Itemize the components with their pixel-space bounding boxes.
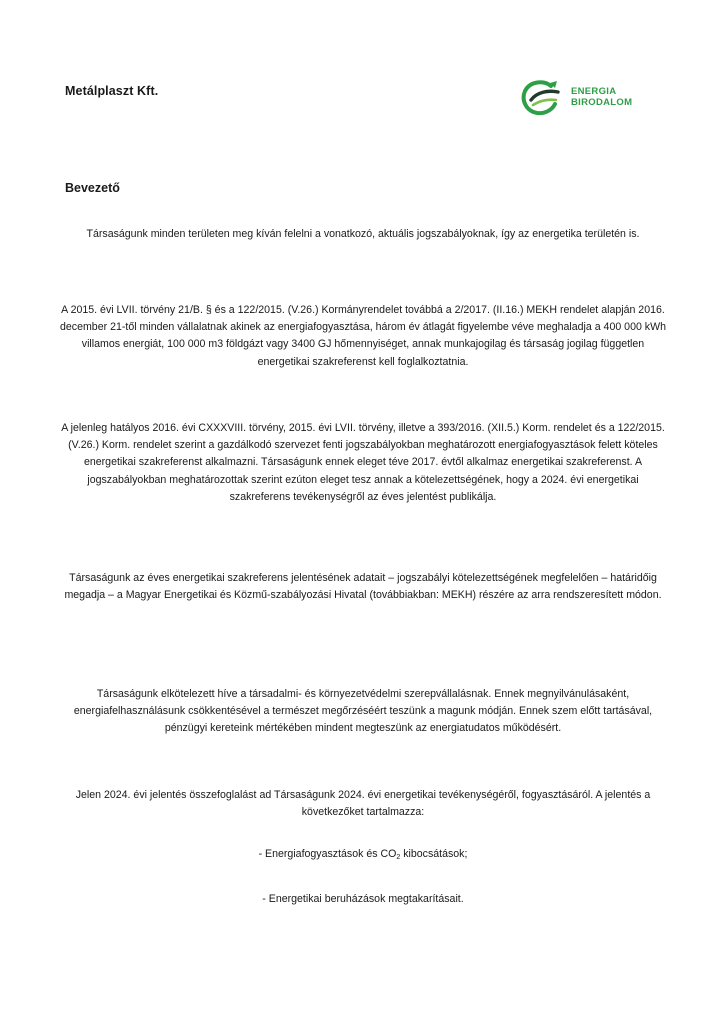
list-item-1-prefix: - Energiafogyasztások és CO [258, 848, 397, 860]
energia-birodalom-logo [520, 78, 650, 118]
list-item-1-suffix: kibocsátások; [400, 848, 468, 860]
paragraph-4: Társaságunk az éves energetikai szakreferens jelentésének adatait – jogszabályi kötelezettségének megfelelően – határidőig megadja – a Magyar Energetikai és Közmű-szabályozási Hivatal (továbbiakban: MEKH) részére az arra rendszeresített módon. [64, 572, 662, 602]
paragraph-3: A jelenleg hatályos 2016. évi CXXXVIII. törvény, 2015. évi LVII. törvény, illetve a 393/2016. (XII.5.) Korm. rendelet és a 122/2015. (V.26.) Korm. rendelet szerint a gazdálkodó szervezet fenti jogszabályokban meghatározott energiafogyasztások felett köteles energetikai szakreferenst alkalmazni. Társaságunk ennek eleget téve 2017. évtől alkalmaz energetikai szakreferenst. A jogszabályokban meghatározottak szerint ezúton eleget tesz annak a kötelezettségének, hogy a 2024. évi energetikai szakreferens tevékenységről az éves jelentést publikálja. [61, 422, 665, 503]
list-item-energy-consumption [60, 846, 666, 863]
list-item-1-subscript: 2 [396, 854, 401, 861]
paragraph-1: Társaságunk minden területen meg kíván felelni a vonatkozó, aktuális jogszabályoknak, így az energetika területén is. [86, 228, 640, 240]
company-name: Metálplaszt Kft. [65, 84, 159, 98]
logo-text-line1: ENERGIA [571, 86, 617, 97]
paragraph-2: A 2015. évi LVII. törvény 21/B. § és a 122/2015. (V.26.) Kormányrendelet továbbá a 2/2017. (II.16.) MEKH rendelet alapján 2016. december 21-től minden vállalatnak akinek az energiafogyasztása, három év átlagát figyelembe véve meghaladja a 400 000 kWh villamos energiát, 100 000 m3 földgázt vagy 3400 GJ hőmennyiséget, annak munkajogilag és társaság jogilag független energetikai szakreferenst kell foglalkoztatnia. [60, 304, 666, 368]
paragraph-6: Jelen 2024. évi jelentés összefoglalást ad Társaságunk 2024. évi energetikai tevékenységéről, fogyasztásáról. A jelentés a következőket tartalmazza: [75, 789, 651, 819]
section-heading: Bevezető [65, 181, 120, 195]
energia-birodalom-logo-icon [520, 78, 562, 118]
list-item-energy-investments: - Energetikai beruházások megtakarításait. [262, 893, 464, 905]
paragraph-5: Társaságunk elkötelezett híve a társadalmi- és környezetvédelmi szerepvállalásnak. Ennek megnyilvánulásaként, energiafelhasználásunk csökkentésével a természet megőrzéséért teszünk a magunk módján. Ennek szem előtt tartásával, pénzügyi kereteink mértékében mindent megteszünk az energiatudatos működésért. [73, 688, 653, 735]
logo-text-line2: BIRODALOM [571, 97, 633, 108]
logo-text [571, 86, 632, 108]
